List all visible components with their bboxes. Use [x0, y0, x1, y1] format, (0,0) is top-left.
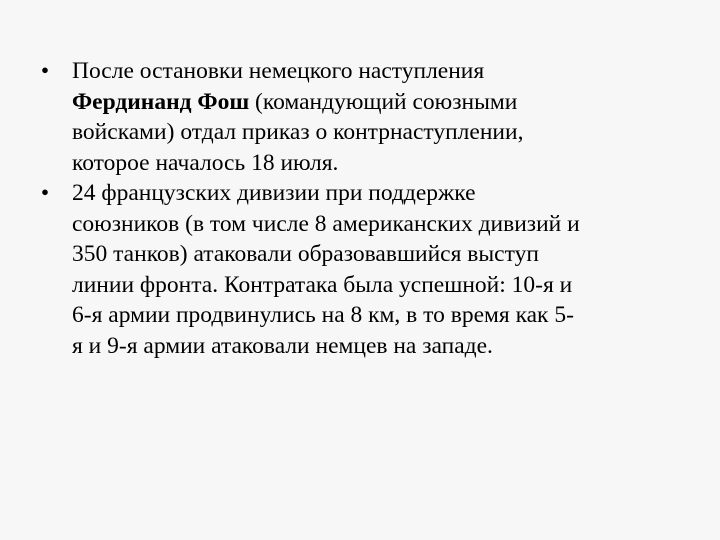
- text-line: я и 9-я армии атаковали немцев на западе.: [72, 332, 493, 359]
- bold-name: Фердинанд Фош: [72, 88, 250, 115]
- text-line: войсками) отдал приказ о контрнаступлении,: [72, 119, 524, 145]
- text-line: [72, 87, 694, 118]
- text-line: 24 французских дивизии при поддержке: [72, 180, 476, 206]
- bullet-text: [72, 178, 694, 361]
- text-fragment: (командующий союзными: [249, 88, 518, 115]
- bullet-list: [34, 56, 694, 361]
- bullet-item: [34, 56, 694, 178]
- bullet-item: [34, 178, 694, 361]
- text-line: 6-я армии продвинулись на 8 км, в то время как 5-: [72, 302, 574, 328]
- text-line: 350 танков) атаковали образовавшийся выступ: [72, 241, 539, 267]
- bullet-text: [72, 56, 694, 178]
- text-line: После остановки немецкого наступления: [72, 58, 485, 84]
- text-line: союзников (в том числе 8 американских дивизий и: [72, 210, 580, 237]
- text-line: которое началось 18 июля.: [72, 149, 339, 176]
- bullet-dot-icon: •: [40, 58, 50, 84]
- text-line: линии фронта. Контратака была успешной: 10-я и: [72, 271, 573, 298]
- bullet-dot-icon: •: [40, 180, 50, 206]
